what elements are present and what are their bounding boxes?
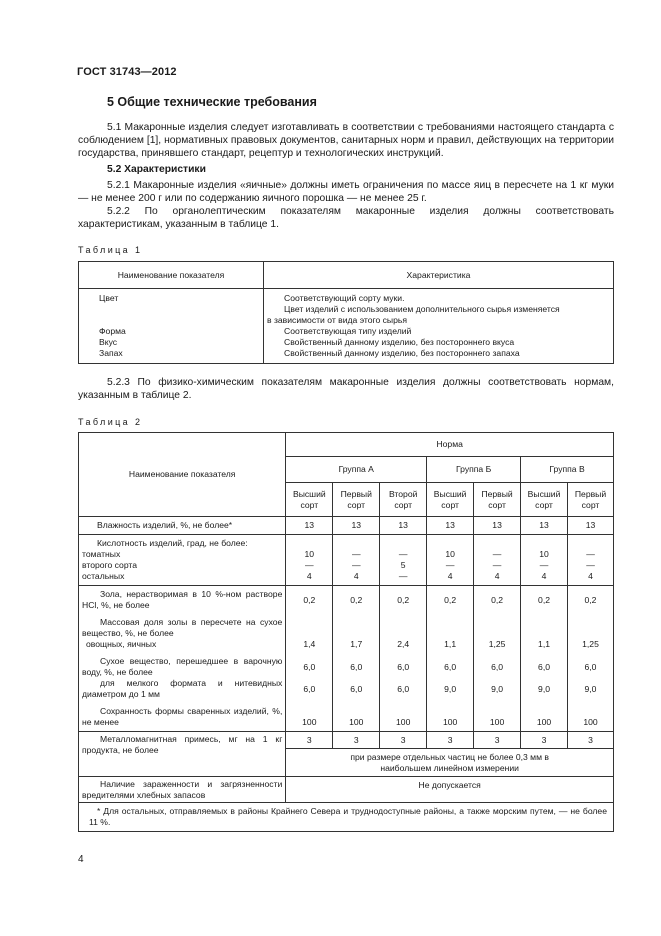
value-cell: 6,0 9,0 xyxy=(427,653,474,703)
grade-header: Высший сорт xyxy=(427,483,474,517)
document-header: ГОСТ 31743—2012 xyxy=(77,66,177,78)
group-b-header: Группа Б xyxy=(427,457,521,483)
group-v-header: Группа В xyxy=(521,457,614,483)
row-ash: Зола, нерастворимая в 10 %-ном растворе HCl, %, не более xyxy=(79,586,286,615)
section-title: 5 Общие технические требования xyxy=(107,95,317,109)
paragraph-5-2-1: 5.2.1 Макаронные изделия «яичные» должны иметь ограничения по массе яиц в пересчете на 1 кг муки — не менее 200 г или по содержанию яичного порошка — не менее 25 г. xyxy=(78,180,614,204)
value-cell: 3 xyxy=(380,732,427,749)
table1-col-characteristic: Характеристика xyxy=(264,262,614,289)
value-cell: 0,2 xyxy=(427,586,474,615)
value-cell: 2,4 xyxy=(380,614,427,653)
grade-header: Высший сорт xyxy=(521,483,568,517)
grade-header: Высший сорт xyxy=(286,483,333,517)
table1-characteristics: Соответствующий сорту муки. Цвет изделий с использованием дополнительного сырья изменяется в зависимости от вида этого сырья Соответствующая типу изделий Свойственный данному изделию, без постороннего вкуса Свойственный данному изделию, без постороннего запаха xyxy=(264,289,614,364)
paragraph-5-2-2: 5.2.2 По органолептическим показателям макаронные изделия должны соответствовать характеристикам, указанным в таблице 1. xyxy=(78,206,614,230)
row-ash-mass: Массовая доля золы в пересчете на сухое вещество, %, не более овощных, яичных xyxy=(79,614,286,653)
value-cell: 0,2 xyxy=(380,586,427,615)
value-cell: 6,0 9,0 xyxy=(474,653,521,703)
table2-footnote: * Для остальных, отправляемых в районы Крайнего Севера и труднодоступные районы, а также морским путем, — не более 11 %. xyxy=(79,803,614,832)
row-dry-matter: Сухое вещество, перешедшее в варочную воду, %, не более для мелкого формата и нитевидных диаметром до 1 мм xyxy=(79,653,286,703)
group-a-header: Группа А xyxy=(286,457,427,483)
value-cell: 13 xyxy=(286,517,333,535)
row-metal-impurity: Металломагнитная примесь, мг на 1 кг продукта, не более xyxy=(79,732,286,777)
value-cell: 1,7 xyxy=(333,614,380,653)
grade-header: Первый сорт xyxy=(474,483,521,517)
value-cell: 0,2 xyxy=(286,586,333,615)
grade-header: Первый сорт xyxy=(568,483,614,517)
grade-header: Второй сорт xyxy=(380,483,427,517)
table1-names: Цвет Форма Вкус Запах xyxy=(79,289,264,364)
value-cell: 13 xyxy=(568,517,614,535)
value-cell: 6,0 6,0 xyxy=(380,653,427,703)
row-pests: Наличие зараженности и загрязненности вредителями хлебных запасов xyxy=(79,777,286,803)
value-cell: 100 xyxy=(521,703,568,732)
table2-caption: Таблица 2 xyxy=(78,417,143,427)
grade-header: Первый сорт xyxy=(333,483,380,517)
paragraph-5-1: 5.1 Макаронные изделия следует изготавливать в соответствии с требованиями настоящего стандарта с соблюдением [1], нормативных правовых документов, санитарных норм и правил, действующих на территории государства, принявшего стандарт, рецептур и технологических инструкций. xyxy=(78,122,614,159)
value-cell: 13 xyxy=(333,517,380,535)
value-cell: 100 xyxy=(286,703,333,732)
value-cell: 100 xyxy=(568,703,614,732)
value-cell: — — 4 xyxy=(474,535,521,586)
value-cell: 3 xyxy=(427,732,474,749)
value-cell: 100 xyxy=(380,703,427,732)
value-cell: 0,2 xyxy=(568,586,614,615)
table2-col-name: Наименование показателя xyxy=(79,433,286,517)
value-cell: 100 xyxy=(333,703,380,732)
value-cell: 1,1 xyxy=(521,614,568,653)
table2-norma-header: Норма xyxy=(286,433,614,457)
value-cell: 1,25 xyxy=(474,614,521,653)
value-cell: — — 4 xyxy=(568,535,614,586)
value-cell: 3 xyxy=(333,732,380,749)
page-number: 4 xyxy=(78,854,84,865)
row-acidity: Кислотность изделий, град, не более: томатных второго сорта остальных xyxy=(79,535,286,586)
value-cell: 1,25 xyxy=(568,614,614,653)
table1-col-name: Наименование показателя xyxy=(79,262,264,289)
value-cell: 13 xyxy=(380,517,427,535)
value-cell: 13 xyxy=(521,517,568,535)
row-humidity: Влажность изделий, %, не более* xyxy=(79,517,286,535)
value-cell: 6,0 9,0 xyxy=(521,653,568,703)
value-cell: 13 xyxy=(427,517,474,535)
table-1 xyxy=(78,261,614,364)
value-cell: 1,1 xyxy=(427,614,474,653)
value-cell: 0,2 xyxy=(474,586,521,615)
paragraph-5-2: 5.2 Характеристики xyxy=(107,164,206,175)
value-cell: — — 4 xyxy=(333,535,380,586)
value-cell: — 5 — xyxy=(380,535,427,586)
table1-caption: Таблица 1 xyxy=(78,245,143,255)
value-cell: 0,2 xyxy=(521,586,568,615)
value-cell: 1,4 xyxy=(286,614,333,653)
paragraph-5-2-3: 5.2.3 По физико-химическим показателям макаронные изделия должны соответствовать нормам, указанным в таблице 2. xyxy=(78,377,614,401)
value-cell: 10 — 4 xyxy=(286,535,333,586)
value-cell: 3 xyxy=(474,732,521,749)
value-cell: 100 xyxy=(427,703,474,732)
metal-note: при размере отдельных частиц не более 0,3 мм в наибольшем линейном измерении xyxy=(286,749,614,777)
value-cell: 3 xyxy=(521,732,568,749)
value-cell: 10 — 4 xyxy=(427,535,474,586)
value-cell: 10 — 4 xyxy=(521,535,568,586)
value-cell: 3 xyxy=(286,732,333,749)
value-cell: 13 xyxy=(474,517,521,535)
value-cell: 6,0 9,0 xyxy=(568,653,614,703)
value-cell: 6,0 6,0 xyxy=(333,653,380,703)
row-shape-retention: Сохранность формы сваренных изделий, %, не менее xyxy=(79,703,286,732)
table-2 xyxy=(78,432,614,832)
value-cell: 3 xyxy=(568,732,614,749)
pests-value: Не допускается xyxy=(286,777,614,803)
value-cell: 6,0 6,0 xyxy=(286,653,333,703)
value-cell: 0,2 xyxy=(333,586,380,615)
value-cell: 100 xyxy=(474,703,521,732)
